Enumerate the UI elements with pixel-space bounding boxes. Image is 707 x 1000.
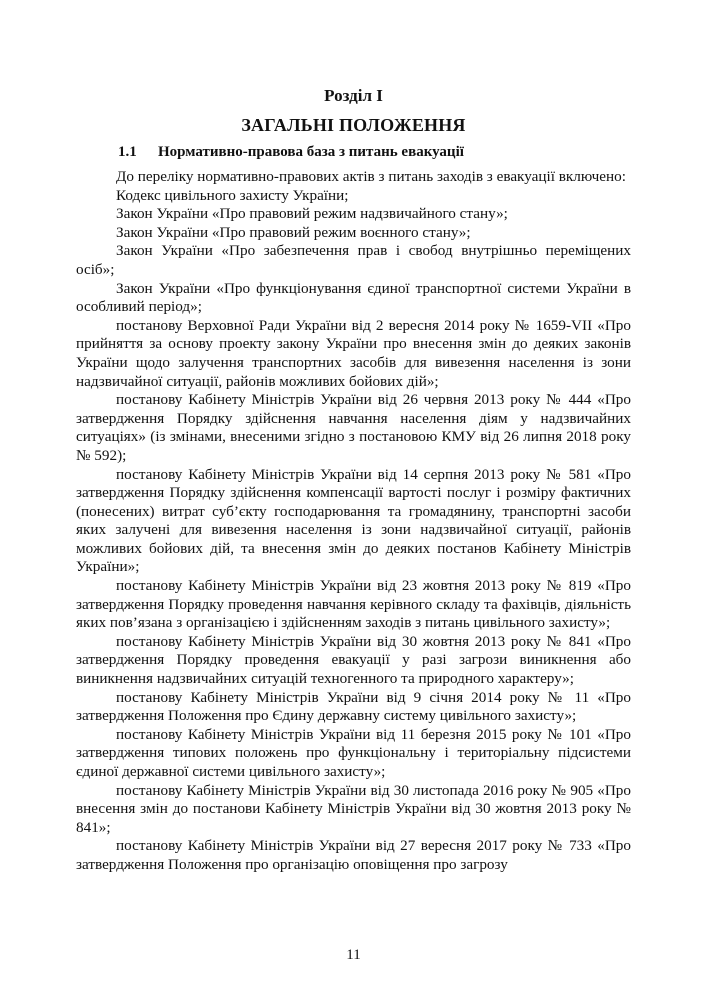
paragraph: постанову Кабінету Міністрів України від 11 березня 2015 року № 101 «Про затвердження типових положень про функціональну і територіальну підсистеми єдиної державної системи цивільного захисту»; bbox=[76, 725, 631, 780]
paragraph: До переліку нормативно-правових актів з питань заходів з евакуації включено: bbox=[116, 168, 626, 185]
paragraph: Закон України «Про правовий режим надзвичайного стану»; bbox=[116, 205, 508, 223]
paragraph: постанову Кабінету Міністрів України від 14 серпня 2013 року № 581 «Про затвердження Порядку здійснення компенсації вартості послуг і розміру фактичних (понесених) витрат суб’єкту господарювання та громадянину, транспортні засоби яких залучені для вивезення населення із зони надзвичайної ситуації, районів можливих бойових дій, та внесення змін до деяких постанов Кабінету Міністрів України»; bbox=[76, 465, 631, 576]
document-body bbox=[76, 168, 631, 875]
page-number: 11 bbox=[346, 947, 361, 963]
section-title: ЗАГАЛЬНІ ПОЛОЖЕННЯ bbox=[241, 115, 466, 135]
paragraph: постанову Кабінету Міністрів України від 9 січня 2014 року № 11 «Про затвердження Положення про Єдину державну систему цивільного захисту»; bbox=[76, 688, 631, 725]
section-number: Розділ І bbox=[324, 86, 383, 105]
paragraph: постанову Кабінету Міністрів України від 30 листопада 2016 року № 905 «Про внесення змін до постанови Кабінету Міністрів України від 30 жовтня 2013 року № 841»; bbox=[76, 781, 631, 836]
paragraph: Закон України «Про функціонування єдиної транспортної системи України в особливий період»; bbox=[76, 279, 631, 316]
paragraph: Закон України «Про правовий режим воєнного стану»; bbox=[116, 223, 471, 241]
paragraph: постанову Кабінету Міністрів України від 30 жовтня 2013 року № 841 «Про затвердження Порядку проведення евакуації у разі загрози виникнення або виникнення надзвичайних ситуацій техногенного та природного характеру»; bbox=[76, 632, 631, 688]
paragraph: Закон України «Про забезпечення прав і свобод внутрішньо переміщених осіб»; bbox=[76, 242, 631, 278]
paragraph: постанову Кабінету Міністрів України від 23 жовтня 2013 року № 819 «Про затвердження Порядку проведення навчання керівного складу та фахівців, діяльність яких пов’язана з організацією і здійсненням заходів з питань цивільного захисту»; bbox=[76, 577, 631, 632]
paragraph: постанову Верховної Ради України від 2 вересня 2014 року № 1659-VII «Про прийняття за основу проекту закону України про внесення змін до деяких законів України щодо залучення транспортних засобів для вивезення населення із зони надзвичайної ситуації, районів можливих бойових дій»; bbox=[76, 316, 631, 390]
paragraph: постанову Кабінету Міністрів України від 26 червня 2013 року № 444 «Про затвердження Порядку здійснення навчання населення діям у надзвичайних ситуаціях» (із змінами, внесеними згідно з постановою КМУ від 26 липня 2018 року № 592); bbox=[76, 391, 631, 464]
paragraph: постанову Кабінету Міністрів України від 27 вересня 2017 року № 733 «Про затвердження Положення про організацію оповіщення про загрозу bbox=[76, 837, 631, 873]
subsection-number: 1.1 bbox=[118, 144, 137, 160]
subsection-title: Нормативно-правова база з питань евакуації bbox=[158, 144, 464, 160]
subsection-heading bbox=[118, 143, 464, 161]
paragraph: Кодекс цивільного захисту України; bbox=[116, 186, 349, 204]
